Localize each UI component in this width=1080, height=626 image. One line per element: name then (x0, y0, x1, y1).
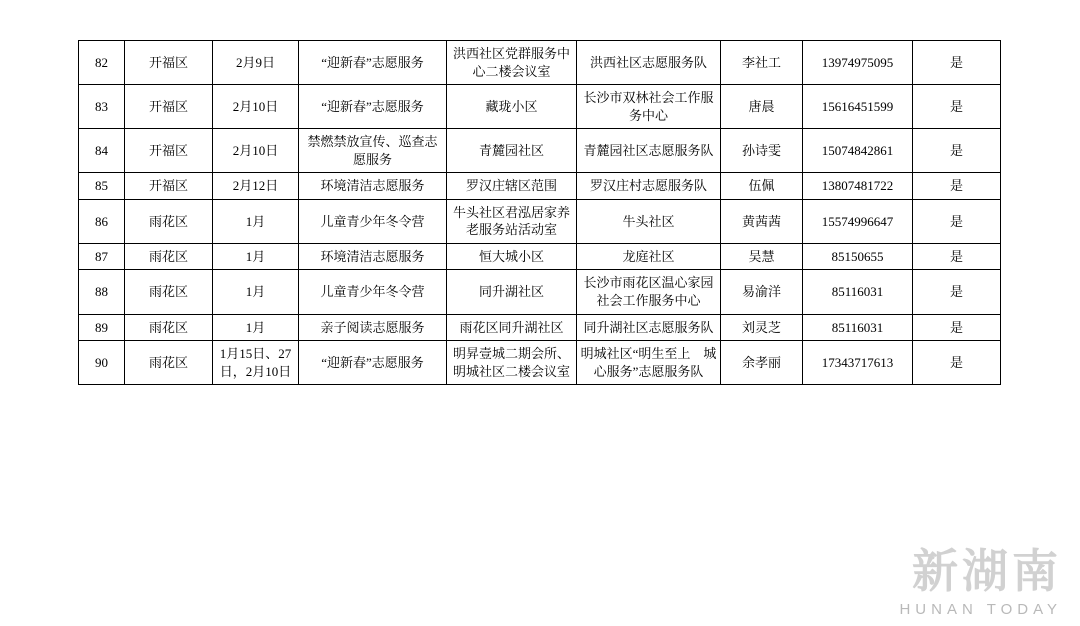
cell-open: 是 (913, 270, 1001, 314)
table-row (79, 314, 1001, 341)
cell-open: 是 (913, 173, 1001, 200)
table-row (79, 173, 1001, 200)
cell-district: 雨花区 (125, 243, 213, 270)
cell-seq: 90 (79, 341, 125, 385)
cell-phone: 85150655 (803, 243, 913, 270)
cell-date: 1月 (213, 314, 299, 341)
cell-seq: 85 (79, 173, 125, 200)
cell-contact: 伍佩 (721, 173, 803, 200)
table-row (79, 85, 1001, 129)
cell-date: 1月 (213, 199, 299, 243)
cell-open: 是 (913, 314, 1001, 341)
cell-seq: 87 (79, 243, 125, 270)
cell-contact: 刘灵芝 (721, 314, 803, 341)
cell-seq: 86 (79, 199, 125, 243)
cell-contact: 吴慧 (721, 243, 803, 270)
cell-place: 牛头社区君泓居家养老服务站活动室 (447, 199, 577, 243)
cell-phone: 85116031 (803, 270, 913, 314)
cell-date: 1月 (213, 270, 299, 314)
cell-org: 罗汉庄村志愿服务队 (577, 173, 721, 200)
cell-place: 雨花区同升湖社区 (447, 314, 577, 341)
cell-district: 开福区 (125, 173, 213, 200)
cell-org: 明城社区“明生至上 城心服务”志愿服务队 (577, 341, 721, 385)
cell-phone: 15574996647 (803, 199, 913, 243)
cell-seq: 83 (79, 85, 125, 129)
cell-org: 同升湖社区志愿服务队 (577, 314, 721, 341)
cell-date: 1月15日、27日，2月10日 (213, 341, 299, 385)
cell-district: 雨花区 (125, 314, 213, 341)
cell-date: 1月 (213, 243, 299, 270)
cell-open: 是 (913, 199, 1001, 243)
table-row (79, 243, 1001, 270)
cell-activity: “迎新春”志愿服务 (299, 41, 447, 85)
cell-activity: “迎新春”志愿服务 (299, 85, 447, 129)
watermark (802, 546, 1062, 618)
cell-org: 牛头社区 (577, 199, 721, 243)
cell-place: 罗汉庄辖区范围 (447, 173, 577, 200)
cell-district: 开福区 (125, 129, 213, 173)
cell-seq: 89 (79, 314, 125, 341)
cell-district: 雨花区 (125, 341, 213, 385)
cell-contact: 黄茜茜 (721, 199, 803, 243)
table-row (79, 129, 1001, 173)
table-row (79, 41, 1001, 85)
cell-seq: 88 (79, 270, 125, 314)
table-row (79, 199, 1001, 243)
cell-phone: 13974975095 (803, 41, 913, 85)
cell-place: 恒大城小区 (447, 243, 577, 270)
cell-contact: 李社工 (721, 41, 803, 85)
cell-contact: 孙诗雯 (721, 129, 803, 173)
cell-seq: 82 (79, 41, 125, 85)
cell-activity: 儿童青少年冬令营 (299, 270, 447, 314)
cell-place: 洪西社区党群服务中心二楼会议室 (447, 41, 577, 85)
cell-district: 开福区 (125, 41, 213, 85)
cell-district: 雨花区 (125, 199, 213, 243)
document-page (78, 40, 1000, 385)
volunteer-activity-table (78, 40, 1001, 385)
cell-org: 长沙市双林社会工作服务中心 (577, 85, 721, 129)
cell-open: 是 (913, 85, 1001, 129)
cell-open: 是 (913, 243, 1001, 270)
cell-open: 是 (913, 341, 1001, 385)
cell-district: 开福区 (125, 85, 213, 129)
cell-phone: 15616451599 (803, 85, 913, 129)
cell-place: 青麓园社区 (447, 129, 577, 173)
cell-activity: 禁燃禁放宣传、巡查志愿服务 (299, 129, 447, 173)
cell-date: 2月10日 (213, 129, 299, 173)
cell-phone: 15074842861 (803, 129, 913, 173)
cell-org: 龙庭社区 (577, 243, 721, 270)
cell-district: 雨花区 (125, 270, 213, 314)
watermark-en-text: HUNAN TODAY (899, 601, 1062, 618)
cell-place: 藏珑小区 (447, 85, 577, 129)
cell-org: 青麓园社区志愿服务队 (577, 129, 721, 173)
cell-open: 是 (913, 41, 1001, 85)
cell-phone: 85116031 (803, 314, 913, 341)
cell-activity: 环境清洁志愿服务 (299, 173, 447, 200)
cell-activity: 亲子阅读志愿服务 (299, 314, 447, 341)
cell-place: 同升湖社区 (447, 270, 577, 314)
cell-contact: 易渝洋 (721, 270, 803, 314)
cell-activity: 环境清洁志愿服务 (299, 243, 447, 270)
cell-org: 洪西社区志愿服务队 (577, 41, 721, 85)
cell-place: 明昇壹城二期会所、明城社区二楼会议室 (447, 341, 577, 385)
cell-date: 2月10日 (213, 85, 299, 129)
cell-activity: “迎新春”志愿服务 (299, 341, 447, 385)
table-row (79, 270, 1001, 314)
cell-org: 长沙市雨花区温心家园社会工作服务中心 (577, 270, 721, 314)
cell-phone: 17343717613 (803, 341, 913, 385)
cell-date: 2月12日 (213, 173, 299, 200)
cell-seq: 84 (79, 129, 125, 173)
cell-phone: 13807481722 (803, 173, 913, 200)
cell-open: 是 (913, 129, 1001, 173)
table-row (79, 341, 1001, 385)
watermark-cn-text: 新湖南 (912, 546, 1062, 597)
cell-activity: 儿童青少年冬令营 (299, 199, 447, 243)
cell-contact: 唐晨 (721, 85, 803, 129)
cell-contact: 余孝丽 (721, 341, 803, 385)
cell-date: 2月9日 (213, 41, 299, 85)
